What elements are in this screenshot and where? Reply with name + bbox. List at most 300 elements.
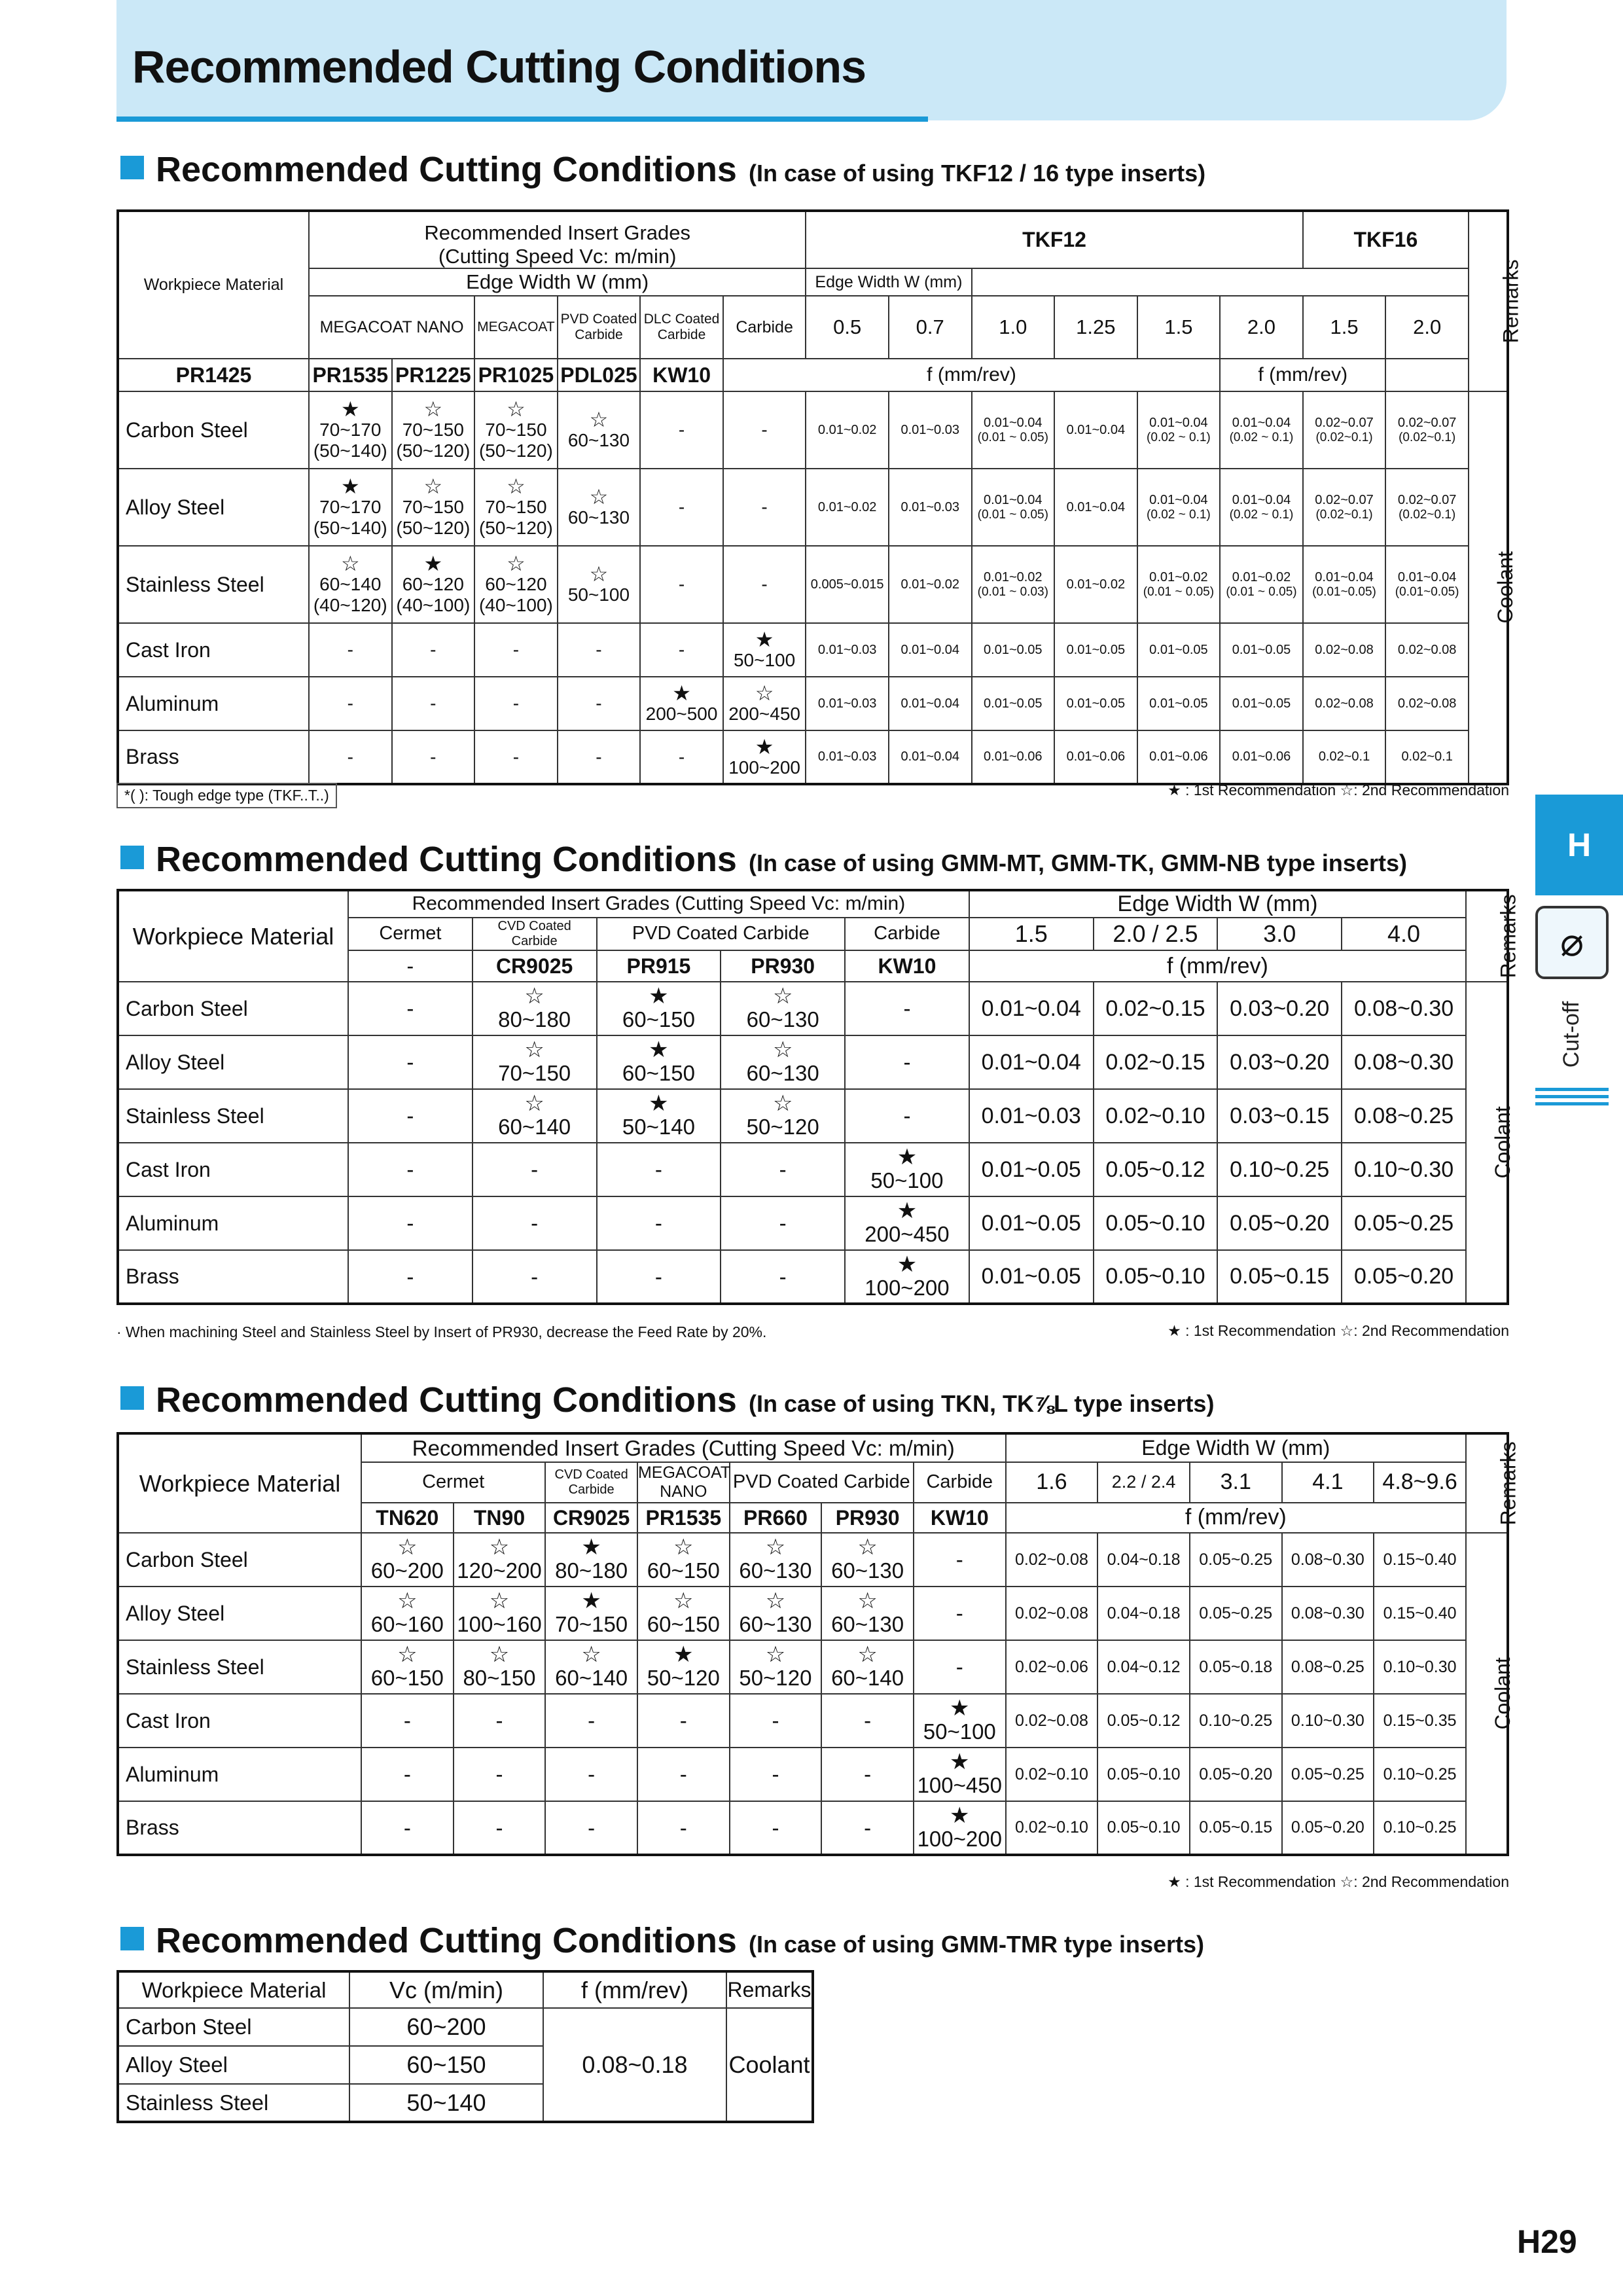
speed-value: 50~100 <box>567 584 630 605</box>
speed-value: 70~150 <box>402 497 464 518</box>
grade-cell <box>392 730 475 784</box>
feed-cell: 0.10~0.30 <box>1342 1143 1466 1196</box>
grade-cell <box>845 982 969 1035</box>
feed-tough-value: (0.02~0.1) <box>1315 507 1373 522</box>
material-row <box>118 1035 1508 1089</box>
feed-value: 0.01~0.03 <box>817 749 877 764</box>
remarks-coolant-text: Coolant <box>1490 1106 1514 1179</box>
material-name: Brass <box>118 730 309 784</box>
material-name: Alloy Steel <box>118 469 309 546</box>
grade-cell <box>454 1694 546 1748</box>
tough-edge-speed: (40~120) <box>313 595 387 616</box>
speed-value: - <box>679 1708 687 1733</box>
grade-cell <box>309 391 392 469</box>
grade-cell <box>454 1587 546 1640</box>
speed-value: 60~130 <box>746 1007 819 1032</box>
grade-type-pvd: PVD Coated Carbide <box>597 918 846 950</box>
feed-cell <box>972 730 1055 784</box>
grade-cell <box>309 623 392 677</box>
feed-tough-value: (0.01~0.05) <box>1312 584 1376 599</box>
grade-cell <box>721 1143 845 1196</box>
material-row <box>118 1143 1508 1196</box>
feed-value: 0.01~0.06 <box>1066 749 1126 764</box>
col-workpiece: Workpiece Material <box>118 1433 361 1533</box>
grade-cell <box>597 1089 721 1143</box>
feed-cell: 0.05~0.18 <box>1190 1640 1282 1694</box>
tough-edge-speed: (50~120) <box>396 518 471 539</box>
grade-cell <box>640 623 723 677</box>
feed-value: 0.01~0.04 <box>1315 569 1374 584</box>
grade-cell <box>454 1801 546 1855</box>
material-row <box>118 623 1508 677</box>
feed-value: 0.01~0.04 <box>984 415 1043 430</box>
speed-value: 50~100 <box>870 1168 944 1193</box>
speed-value: - <box>955 1655 963 1679</box>
grade-cell <box>723 623 806 677</box>
feed-cell <box>1385 469 1469 546</box>
grade-cell <box>845 1089 969 1143</box>
edge-width: 2.0 <box>1385 296 1469 359</box>
speed-value: - <box>955 1601 963 1626</box>
outline-star-icon: ☆ <box>507 475 526 499</box>
section-4-heading <box>120 1920 1204 1961</box>
speed-value: 60~200 <box>370 1558 444 1583</box>
filled-star-icon: ★ <box>673 1642 694 1668</box>
speed-value: 70~170 <box>319 497 382 518</box>
grade-cell <box>392 623 475 677</box>
material-row <box>118 1089 1508 1143</box>
speed-value: 60~150 <box>622 1061 695 1086</box>
speed-value: 70~150 <box>485 497 547 518</box>
feed-cell <box>972 469 1055 546</box>
grade-cell <box>730 1694 822 1748</box>
feed-header-12: f (mm/rev) <box>723 359 1220 391</box>
material-name: Aluminum <box>118 677 309 730</box>
feed-cell <box>1220 469 1303 546</box>
feed-cell: 0.03~0.20 <box>1217 982 1342 1035</box>
speed-value: - <box>955 1547 963 1572</box>
filled-star-icon: ★ <box>672 681 691 706</box>
feed-cell: 0.05~0.20 <box>1217 1196 1342 1250</box>
speed-value: 60~140 <box>498 1115 571 1139</box>
grade-cell <box>723 677 806 730</box>
speed-value: - <box>903 1103 911 1128</box>
tough-edge-speed: (40~100) <box>478 595 553 616</box>
feed-cell: 0.03~0.15 <box>1217 1089 1342 1143</box>
speed-value: 50~140 <box>622 1115 695 1139</box>
material-name: Cast Iron <box>118 1143 348 1196</box>
section-square-icon <box>120 1927 144 1950</box>
outline-star-icon: ☆ <box>589 408 609 432</box>
header-banner-underline <box>116 117 928 122</box>
grade-cell <box>914 1748 1006 1801</box>
speed-value: 60~140 <box>319 574 382 595</box>
grade-cell <box>558 677 641 730</box>
grade-code: PR1225 <box>392 359 475 391</box>
material-name: Alloy Steel <box>118 1587 361 1640</box>
feed-cell: 0.01~0.05 <box>969 1143 1094 1196</box>
feed-cell: 0.02~0.06 <box>1006 1640 1098 1694</box>
speed-value: 50~100 <box>733 650 796 671</box>
speed-value: - <box>406 1264 414 1289</box>
speed-value: 60~130 <box>567 507 630 528</box>
grade-cell <box>545 1801 637 1855</box>
feed-value: 0.01~0.06 <box>984 749 1043 764</box>
grade-cell <box>474 391 558 469</box>
filled-star-icon: ★ <box>897 1145 918 1170</box>
feed-cell: 0.05~0.25 <box>1342 1196 1466 1250</box>
grade-code: PR1535 <box>637 1503 730 1533</box>
feed-cell <box>1054 391 1137 469</box>
outline-star-icon: ☆ <box>524 984 544 1009</box>
feed-value: 0.02~0.1 <box>1318 749 1370 764</box>
header-row-2 <box>118 268 1508 296</box>
grade-cell <box>845 1250 969 1304</box>
feed-cell <box>889 469 972 546</box>
feed-cell <box>1137 469 1221 546</box>
grade-type-cvd: CVD Coated Carbide <box>473 918 597 950</box>
grade-cell <box>361 1640 454 1694</box>
speed-value: - <box>588 1815 596 1840</box>
feed-cell: 0.10~0.30 <box>1374 1640 1466 1694</box>
edge-width: 2.0 / 2.5 <box>1094 918 1218 950</box>
outline-star-icon: ☆ <box>765 1642 786 1668</box>
speed-value: 60~150 <box>647 1612 720 1637</box>
col-workpiece: Workpiece Material <box>118 890 348 982</box>
grade-cell <box>914 1694 1006 1748</box>
feed-cell: 0.02~0.10 <box>1094 1089 1218 1143</box>
material-name: Brass <box>118 1250 348 1304</box>
grade-cell <box>730 1533 822 1587</box>
page-title: Recommended Cutting Conditions <box>132 41 866 92</box>
tough-edge-note: *( ): Tough edge type (TKF..T..) <box>116 783 337 808</box>
filled-star-icon: ★ <box>581 1588 601 1614</box>
feed-cell: 0.04~0.18 <box>1097 1533 1190 1587</box>
filled-star-icon: ★ <box>423 552 443 576</box>
grade-cell <box>473 1089 597 1143</box>
material-name: Carbon Steel <box>118 2008 349 2046</box>
grade-cell <box>723 546 806 623</box>
outline-star-icon: ☆ <box>524 1091 544 1117</box>
feed-cell: 0.10~0.25 <box>1217 1143 1342 1196</box>
grade-cell <box>640 391 723 469</box>
material-row <box>118 730 1508 784</box>
grade-cell <box>545 1533 637 1587</box>
material-name: Stainless Steel <box>118 1640 361 1694</box>
grade-cell <box>545 1587 637 1640</box>
grade-cell <box>597 1250 721 1304</box>
speed-value: - <box>512 746 520 767</box>
material-row <box>118 2008 813 2046</box>
feed-cell: 0.01~0.03 <box>969 1089 1094 1143</box>
edge-width: 2.2 / 2.4 <box>1097 1462 1190 1503</box>
feed-tough-value: (0.02 ~ 0.1) <box>1229 430 1294 444</box>
speed-value: - <box>654 1211 662 1236</box>
section-3-subtitle: (In case of using TKN, TK⅞L type inserts) <box>748 1390 1215 1417</box>
speed-value: - <box>403 1708 411 1733</box>
feed-cell: 0.02~0.15 <box>1094 1035 1218 1089</box>
tough-edge-speed: (40~100) <box>396 595 471 616</box>
grade-cell <box>723 469 806 546</box>
tough-edge-speed: (50~120) <box>478 518 553 539</box>
filled-star-icon: ★ <box>897 1198 918 1224</box>
outline-star-icon: ☆ <box>589 485 609 509</box>
grade-code: TN620 <box>361 1503 454 1533</box>
speed-value: 70~150 <box>485 420 547 440</box>
outline-star-icon: ☆ <box>423 397 443 422</box>
feed-value: 0.01~0.02 <box>817 422 877 437</box>
section-3-heading <box>120 1380 1214 1420</box>
feed-value: 0.01~0.04 <box>1149 415 1208 430</box>
outline-star-icon: ☆ <box>673 1535 694 1560</box>
material-name: Carbon Steel <box>118 1533 361 1587</box>
section-1-title: Recommended Cutting Conditions <box>156 150 737 189</box>
feed-cell <box>806 469 889 546</box>
feed-cell: 0.08~0.18 <box>543 2008 726 2122</box>
edge-width: 1.25 <box>1054 296 1137 359</box>
grade-cell <box>348 1143 473 1196</box>
speed-value: - <box>596 639 602 660</box>
edge-width: 0.7 <box>889 296 972 359</box>
grade-cell <box>821 1801 914 1855</box>
speed-value: 100~160 <box>457 1612 542 1637</box>
feed-value: 0.01~0.05 <box>984 696 1043 711</box>
speed-value: - <box>596 693 602 714</box>
material-name: Alloy Steel <box>118 2046 349 2084</box>
feed-value: 0.01~0.05 <box>1232 642 1291 657</box>
speed-value: 60~150 <box>622 1007 695 1032</box>
grade-code: KW10 <box>640 359 723 391</box>
recommendation-legend-1: ★ : 1st Recommendation ☆: 2nd Recommendation <box>1168 781 1509 798</box>
grade-cell <box>558 730 641 784</box>
speed-value: - <box>512 693 520 714</box>
grade-cell <box>845 1196 969 1250</box>
feed-cell: 0.04~0.18 <box>1097 1587 1190 1640</box>
grade-type-cermet: Cermet <box>361 1462 545 1503</box>
feed-value: 0.01~0.04 <box>901 642 959 657</box>
remarks-coolant <box>1466 1533 1514 1855</box>
col-remarks-text: Remarks <box>1496 894 1520 978</box>
grade-cell <box>597 1196 721 1250</box>
outline-star-icon: ☆ <box>340 552 360 576</box>
outline-star-icon: ☆ <box>581 1642 601 1668</box>
feed-cell: 0.02~0.08 <box>1006 1587 1098 1640</box>
vc-cell: 60~200 <box>349 2008 543 2046</box>
outline-star-icon: ☆ <box>489 1588 510 1614</box>
table-tkn <box>116 1432 1520 1856</box>
material-name: Stainless Steel <box>118 2084 349 2122</box>
edge-width: 3.1 <box>1190 1462 1282 1503</box>
feed-cell: 0.04~0.12 <box>1097 1640 1190 1694</box>
section-4-title: Recommended Cutting Conditions <box>156 1921 737 1960</box>
feed-cell <box>1220 730 1303 784</box>
grade-cell <box>361 1587 454 1640</box>
speed-value: - <box>779 1211 787 1236</box>
material-name: Carbon Steel <box>118 982 348 1035</box>
grade-type-cvd: CVD Coated Carbide <box>545 1462 637 1503</box>
speed-value: - <box>772 1762 779 1787</box>
feed-cell <box>1054 546 1137 623</box>
material-row <box>118 1196 1508 1250</box>
feed-cell <box>1303 677 1386 730</box>
material-name: Brass <box>118 1801 361 1855</box>
grade-cell <box>558 469 641 546</box>
grade-cell <box>392 391 475 469</box>
feed-cell: 0.08~0.30 <box>1282 1533 1374 1587</box>
material-row <box>118 1694 1508 1748</box>
feed-cell: 0.03~0.20 <box>1217 1035 1342 1089</box>
feed-cell: 0.08~0.30 <box>1282 1587 1374 1640</box>
grade-cell <box>545 1748 637 1801</box>
header-row-3 <box>118 296 1508 359</box>
speed-value: 200~450 <box>865 1222 950 1247</box>
speed-value: 60~160 <box>370 1612 444 1637</box>
table-tkf <box>116 209 1523 785</box>
feed-cell: 0.05~0.12 <box>1094 1143 1218 1196</box>
header-row-4 <box>118 359 1508 391</box>
grade-code: TN90 <box>454 1503 546 1533</box>
speed-value: - <box>779 1157 787 1182</box>
grade-type-megacoat-nano: MEGACOAT NANO <box>309 296 474 359</box>
col-grades-header: Recommended Insert Grades (Cutting Speed Vc: m/min) <box>348 890 969 918</box>
recommendation-legend-3: ★ : 1st Recommendation ☆: 2nd Recommendation <box>1168 1873 1509 1890</box>
grade-cell <box>821 1587 914 1640</box>
feed-cell <box>1385 730 1469 784</box>
speed-value: - <box>761 497 768 518</box>
speed-value: - <box>430 746 437 767</box>
feed-cell <box>1054 469 1137 546</box>
filled-star-icon: ★ <box>649 1037 669 1063</box>
grade-code: PR930 <box>821 1503 914 1533</box>
grade-code: KW10 <box>845 950 969 982</box>
speed-value: - <box>403 1815 411 1840</box>
grade-cell <box>361 1694 454 1748</box>
speed-value: - <box>864 1815 872 1840</box>
feed-cell: 0.08~0.25 <box>1342 1089 1466 1143</box>
grade-cell <box>597 982 721 1035</box>
feed-value: 0.02~0.08 <box>1315 696 1374 711</box>
grade-cell <box>309 546 392 623</box>
feed-value: 0.01~0.06 <box>1149 749 1208 764</box>
speed-value: - <box>903 996 911 1021</box>
grade-cell <box>637 1801 730 1855</box>
speed-value: - <box>403 1762 411 1787</box>
feed-cell: 0.08~0.30 <box>1342 982 1466 1035</box>
grade-type-carbide: Carbide <box>723 296 806 359</box>
feed-cell <box>1385 623 1469 677</box>
grade-cell <box>640 469 723 546</box>
grade-cell <box>730 1640 822 1694</box>
grade-cell <box>348 982 473 1035</box>
feed-cell <box>1303 391 1386 469</box>
grade-cell <box>454 1640 546 1694</box>
edge-width-header-12: Edge Width W (mm) <box>309 268 806 296</box>
feed-cell: 0.08~0.25 <box>1282 1640 1374 1694</box>
feed-cell <box>1137 677 1221 730</box>
speed-value: - <box>495 1762 503 1787</box>
speed-value: 80~150 <box>463 1666 536 1691</box>
feed-cell: 0.05~0.15 <box>1190 1801 1282 1855</box>
speed-value: 50~100 <box>923 1719 996 1744</box>
feed-cell <box>889 623 972 677</box>
feed-cell <box>889 391 972 469</box>
grade-code: PR1535 <box>309 359 392 391</box>
speed-value: - <box>406 1211 414 1236</box>
feed-cell: 0.05~0.10 <box>1097 1748 1190 1801</box>
speed-value: - <box>347 746 353 767</box>
filled-star-icon: ★ <box>897 1251 918 1277</box>
remarks-coolant <box>1469 391 1517 784</box>
grade-code: PR1425 <box>118 359 309 391</box>
speed-value: - <box>406 996 414 1021</box>
feed-cell <box>1054 730 1137 784</box>
feed-cell: 0.01~0.04 <box>969 982 1094 1035</box>
outline-star-icon: ☆ <box>857 1535 878 1560</box>
feed-cell: 0.05~0.10 <box>1094 1250 1218 1304</box>
grade-cell <box>361 1801 454 1855</box>
feed-cell <box>889 677 972 730</box>
section-2-heading <box>120 839 1407 880</box>
grade-cell <box>721 1196 845 1250</box>
outline-star-icon: ☆ <box>673 1588 694 1614</box>
speed-value: - <box>678 420 685 440</box>
grade-cell <box>309 469 392 546</box>
material-name: Alloy Steel <box>118 1035 348 1089</box>
speed-value: 60~120 <box>485 574 547 595</box>
feed-cell: 0.01~0.04 <box>969 1035 1094 1089</box>
feed-value: 0.01~0.04 <box>1149 492 1208 507</box>
material-row <box>118 546 1508 623</box>
edge-width-header: Edge Width W (mm) <box>1006 1433 1466 1462</box>
grade-cell <box>473 1035 597 1089</box>
speed-value: - <box>679 1762 687 1787</box>
speed-value: - <box>406 1103 414 1128</box>
material-row <box>118 1250 1508 1304</box>
grade-cell <box>361 1533 454 1587</box>
section-square-icon <box>120 156 144 179</box>
grade-cell <box>723 730 806 784</box>
feed-cell <box>1385 677 1469 730</box>
feed-value: 0.01~0.05 <box>984 642 1043 657</box>
feed-cell: 0.02~0.15 <box>1094 982 1218 1035</box>
feed-cell: 0.05~0.25 <box>1282 1748 1374 1801</box>
grade-cell <box>721 982 845 1035</box>
grade-cell <box>392 546 475 623</box>
feed-cell: 0.15~0.35 <box>1374 1694 1466 1748</box>
chapter-tab-lines <box>1535 1088 1609 1109</box>
feed-cell <box>1385 391 1469 469</box>
col-tkf16: TKF16 <box>1303 211 1469 268</box>
feed-cell: 0.05~0.10 <box>1094 1196 1218 1250</box>
grade-cell <box>730 1801 822 1855</box>
table-gmm <box>116 889 1520 1305</box>
grade-cell <box>473 1250 597 1304</box>
feed-value: 0.01~0.05 <box>1149 696 1208 711</box>
feed-cell <box>1303 730 1386 784</box>
grade-cell <box>473 1143 597 1196</box>
feed-cell <box>1137 391 1221 469</box>
feed-cell: 0.05~0.12 <box>1097 1694 1190 1748</box>
chapter-tab[interactable]: H <box>1535 795 1623 895</box>
edge-width: 1.5 <box>969 918 1094 950</box>
grade-cell <box>454 1748 546 1801</box>
filled-star-icon: ★ <box>649 1091 669 1117</box>
feed-cell: 0.02~0.10 <box>1006 1801 1098 1855</box>
speed-value: 60~120 <box>402 574 464 595</box>
feed-cell <box>1220 546 1303 623</box>
section-square-icon <box>120 1386 144 1410</box>
feed-cell: 0.15~0.40 <box>1374 1587 1466 1640</box>
